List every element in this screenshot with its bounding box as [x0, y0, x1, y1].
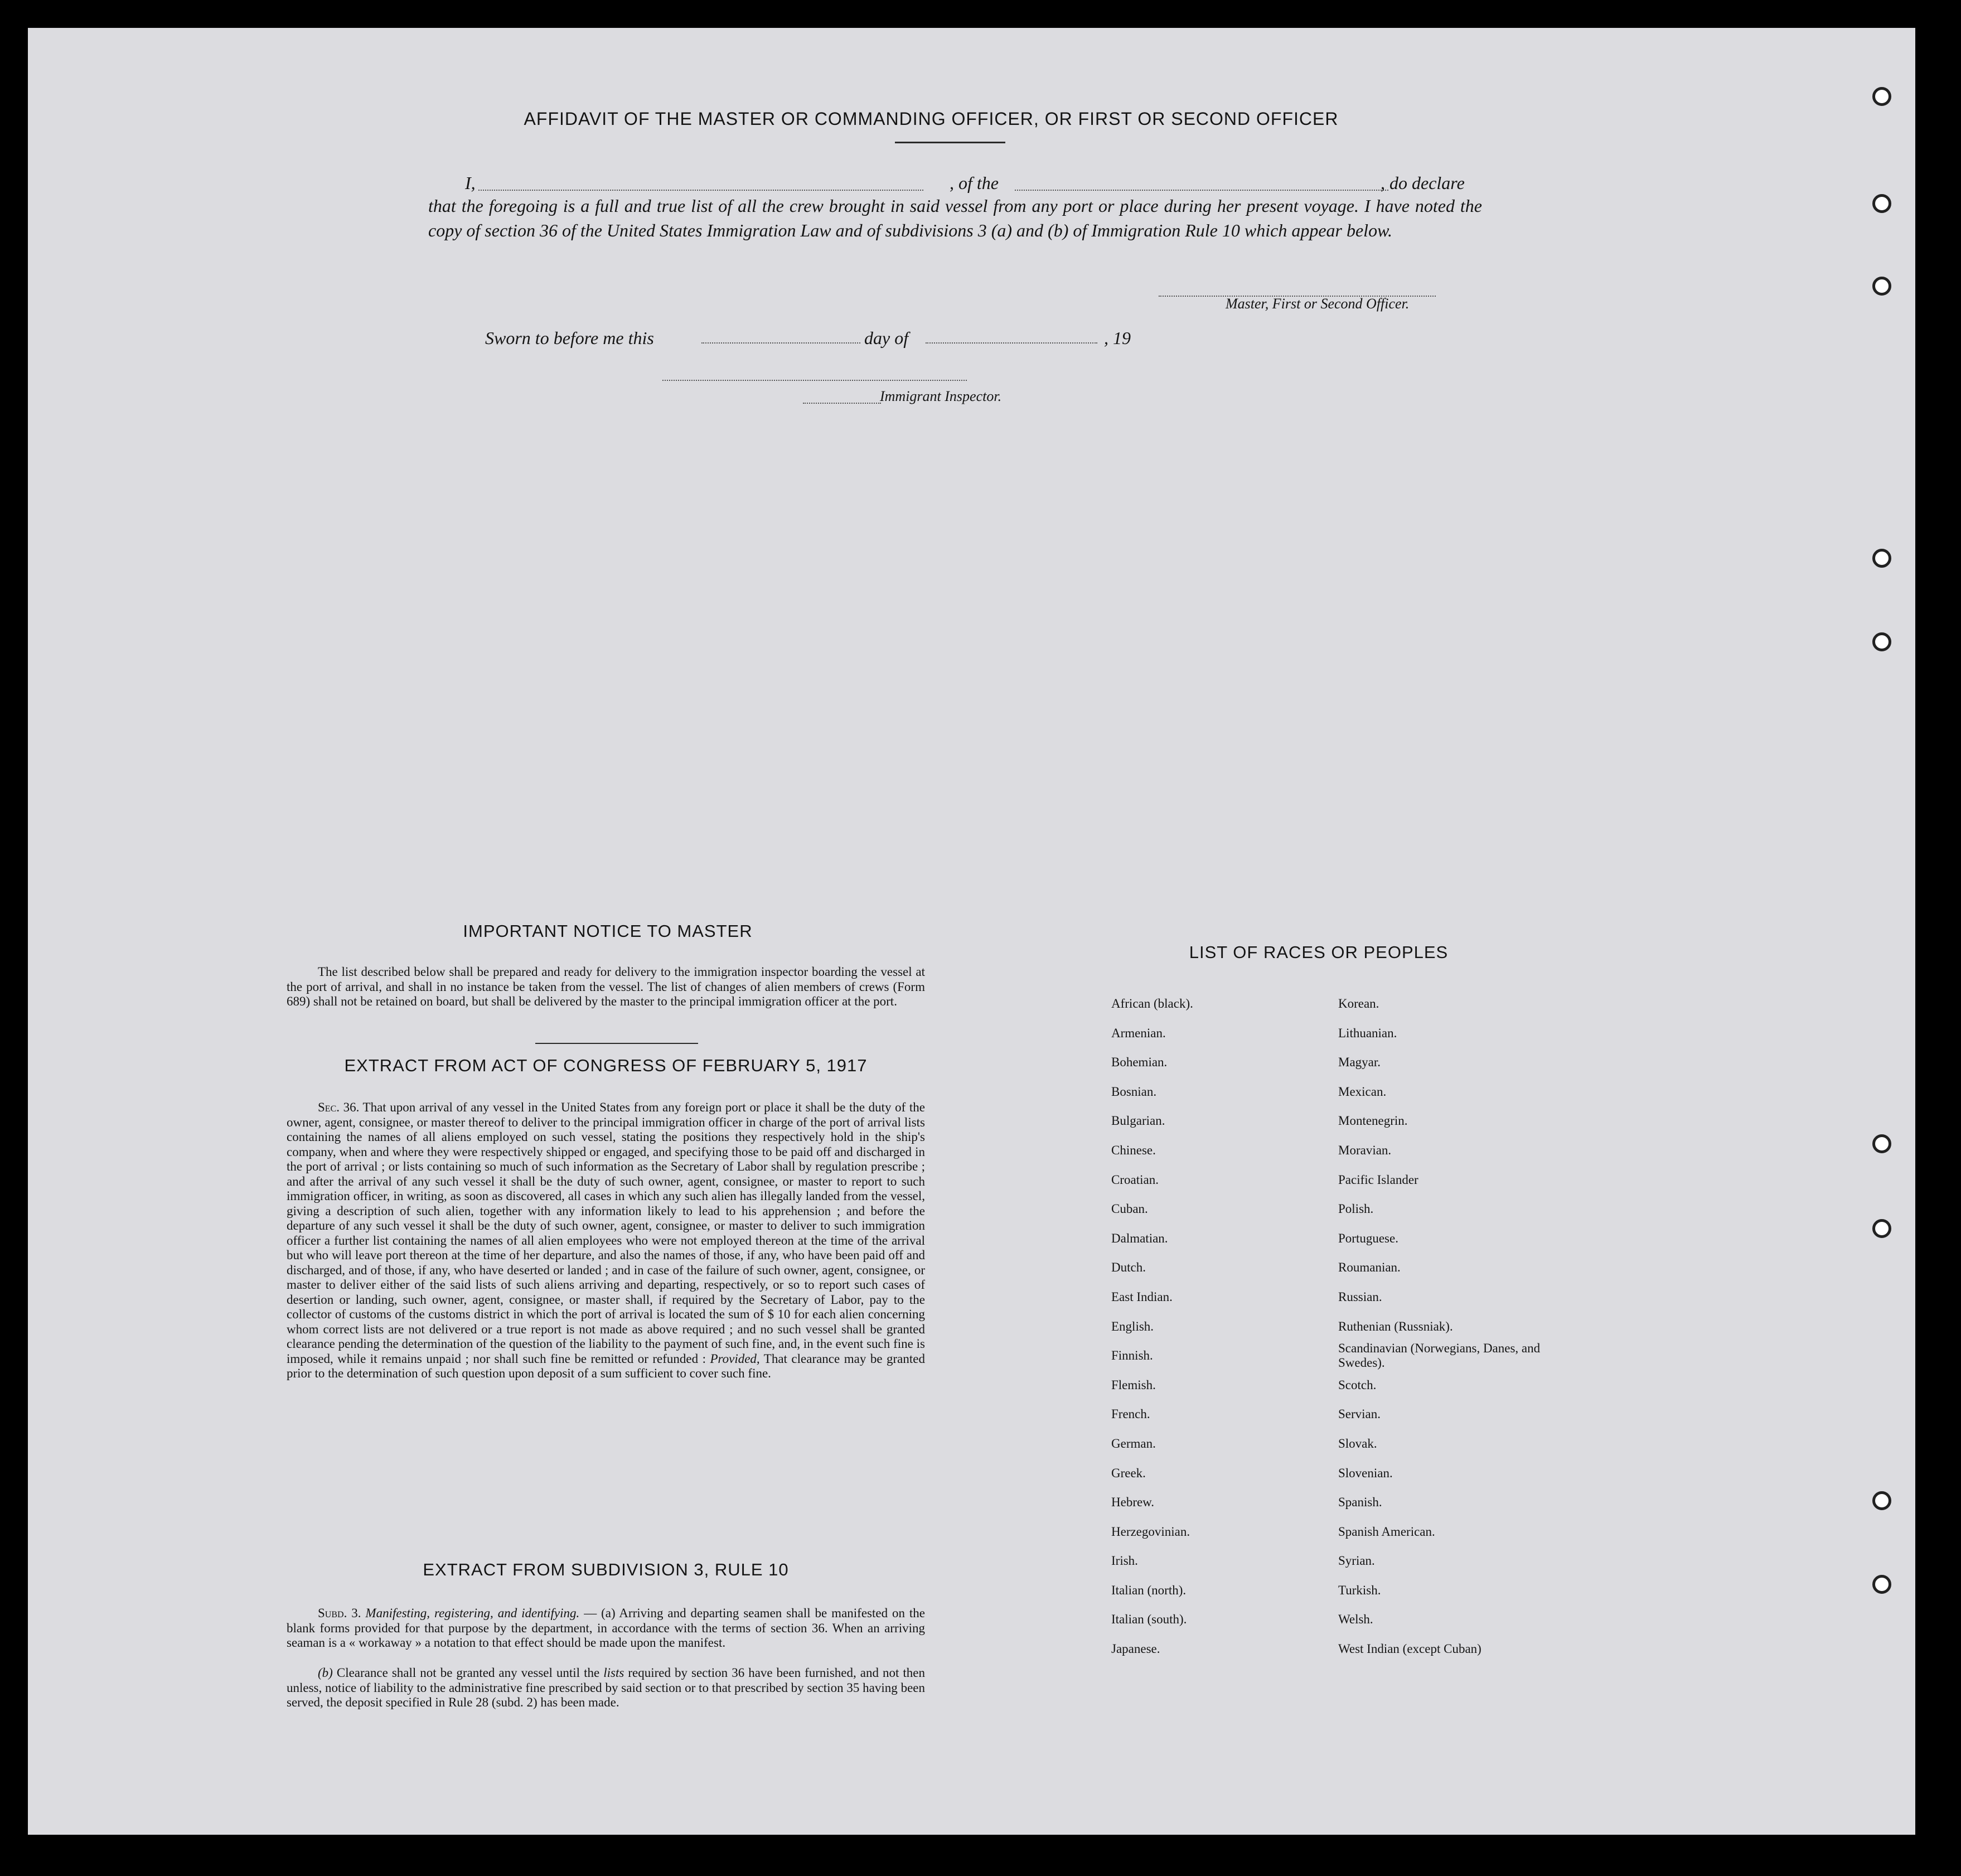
race-item: German. — [1111, 1436, 1156, 1450]
race-item: Greek. — [1111, 1466, 1146, 1480]
inspector-label: Immigrant Inspector. — [880, 388, 1002, 404]
race-item: French. — [1111, 1407, 1150, 1421]
binder-hole — [1872, 194, 1891, 213]
race-item: Slovenian. — [1338, 1466, 1393, 1480]
race-item: Korean. — [1338, 997, 1379, 1010]
binder-hole — [1872, 277, 1891, 296]
rule-title: EXTRACT FROM SUBDIVISION 3, RULE 10 — [423, 1560, 789, 1579]
race-item: Scotch. — [1338, 1377, 1377, 1392]
races-title: LIST OF RACES OR PEOPLES — [1189, 942, 1449, 962]
race-item: Pacific Islander — [1338, 1172, 1418, 1187]
race-item: Montenegrin. — [1338, 1114, 1408, 1128]
race-item: Chinese. — [1111, 1143, 1156, 1157]
race-item: West Indian (except Cuban) — [1338, 1642, 1481, 1656]
subdivision-b-label: (b) — [318, 1666, 333, 1680]
affidavit-do-declare: , do declare — [1381, 173, 1465, 193]
binder-hole — [1872, 1491, 1891, 1510]
year-text: , 19 — [1104, 328, 1131, 348]
subdivision-title: Manifesting, registering, and identifying. — [365, 1606, 580, 1620]
race-item: Moravian. — [1338, 1143, 1392, 1157]
binder-hole — [1872, 1134, 1891, 1153]
binder-hole — [1872, 549, 1891, 568]
race-item: Ruthenian (Russniak). — [1338, 1319, 1453, 1333]
section-text-b: That clearance may be granted prior to the determination of such question upon deposit of a sum sufficient to cover such fine. — [287, 1351, 925, 1380]
notice-title: IMPORTANT NOTICE TO MASTER — [463, 921, 753, 941]
race-item: East Indian. — [1111, 1289, 1173, 1304]
race-item: Polish. — [1338, 1202, 1374, 1216]
race-item: Irish. — [1111, 1554, 1138, 1568]
race-item: English. — [1111, 1319, 1154, 1333]
binder-hole — [1872, 632, 1891, 651]
sworn-month-blank[interactable] — [926, 342, 1097, 344]
race-item: Bosnian. — [1111, 1084, 1157, 1099]
race-item: Herzegovinian. — [1111, 1524, 1190, 1539]
day-of-text: day of — [864, 328, 909, 348]
race-item: Dutch. — [1111, 1260, 1146, 1275]
race-item: Spanish. — [1338, 1495, 1382, 1510]
subdivision-text-b1: Clearance shall not be granted any vessel until the — [336, 1666, 600, 1680]
subdivision-text-b2: required by section 36 have been furnished, and not then unless, notice of liability to the administrative fine prescribed by said section or to that prescribed by section 35 having been served, the deposit specified in Rule 28 (subd. 2) has been made. — [287, 1666, 926, 1709]
race-item: Welsh. — [1338, 1612, 1373, 1627]
race-item: Finnish. — [1111, 1348, 1153, 1363]
provided-word: Provided, — [710, 1351, 760, 1366]
race-item: Turkish. — [1338, 1583, 1381, 1597]
subdivision-text-a: Arriving and departing seamen shall be manifested on the blank forms provided for that purpose by the department, in accordance with the terms of section 36. When an arriving seaman is a « workaway » a notation to that effect should be made upon the manifest. — [287, 1606, 926, 1650]
race-item: Japanese. — [1111, 1642, 1160, 1656]
inspector-signature-blank-upper[interactable] — [662, 380, 967, 381]
race-item: Flemish. — [1111, 1377, 1156, 1392]
race-item: Slovak. — [1338, 1436, 1377, 1450]
affidavit-title: AFFIDAVIT OF THE MASTER OR COMMANDING OFFICER, OR FIRST OR SECOND OFFICER — [524, 109, 1339, 129]
affidavit-of-the: , of the — [950, 173, 999, 193]
races-left-column — [1111, 989, 1193, 1664]
race-item: Italian (south). — [1111, 1612, 1187, 1627]
affidavit-body: that the foregoing is a full and true list of all the crew brought in said vessel from any port or place during her present voyage. I have noted the copy of section 36 of the United States Immigration Law and of subdivisions 3 (a) and (b) of Immigration Rule 10 which appear below. — [428, 196, 1482, 240]
affidavit-i: I, — [465, 173, 476, 193]
name-blank[interactable] — [478, 190, 923, 191]
rule-subdivision-b — [287, 1666, 925, 1710]
race-item: Magyar. — [1338, 1055, 1381, 1070]
race-item: African (black). — [1111, 997, 1193, 1010]
sworn-day-blank[interactable] — [701, 342, 860, 344]
subdivision-label: Subd. 3. — [318, 1606, 361, 1620]
lists-word: lists — [603, 1666, 624, 1680]
race-item: Roumanian. — [1338, 1260, 1401, 1275]
binder-hole — [1872, 1219, 1891, 1238]
race-item: Servian. — [1338, 1407, 1381, 1421]
vessel-blank[interactable] — [1015, 190, 1388, 191]
binder-hole — [1872, 87, 1891, 106]
race-item: Mexican. — [1338, 1084, 1387, 1099]
race-item: Russian. — [1338, 1289, 1382, 1304]
title-underline — [895, 142, 1005, 143]
race-item: Dalmatian. — [1111, 1231, 1168, 1245]
race-item: Lithuanian. — [1338, 1026, 1397, 1040]
affidavit-declaration-line — [428, 171, 1482, 195]
race-item: Scandinavian (Norwegians, Danes, and Swedes). — [1338, 1341, 1541, 1370]
master-signature-label: Master, First or Second Officer. — [1226, 296, 1410, 312]
race-item: Croatian. — [1111, 1172, 1159, 1187]
inspector-signature-blank[interactable] — [803, 403, 881, 404]
race-item: Syrian. — [1338, 1554, 1375, 1568]
subdivision-dash-a: — (a) — [584, 1606, 616, 1620]
act-title: EXTRACT FROM ACT OF CONGRESS OF FEBRUARY 5, 1917 — [344, 1056, 868, 1075]
section-text-a: That upon arrival of any vessel in the United States from any foreign port or place it shall be the duty of the owner, agent, consignee, or master thereof to deliver to the principal immigration officer in charge of the port of arrival lists containing the names of all aliens employed on such vessel, stating the positions they respectively hold in the ship's company, when and where they were respectively shipped or engaged, and specifying those to be paid off and discharged in the port of arrival ; or lists containing so much of such information as the Secretary of Labor shall by regulation prescribe ; and after the arrival of any such vessel it shall be the duty of such owner, agent, consignee, or master to report to such immigration officer, in writing, as soon as discovered, all cases in which any such alien has illegally landed from the vessel, giving a description of such alien, together with any information likely to lead to his apprehension ; and before the departure of any such vessel it shall be the duty of such owner, agent, consignee, or master to deliver to such immigration officer a further list containing the names of all alien employees who were not employed thereon at the time of the arrival but who will leave port thereon at the time of her departure, and also the names of those, if any, who have been paid off and discharged, and of those, if any, who have deserted or landed ; and in case of the failure of such owner, agent, consignee, or master to deliver either of the said lists of such aliens arriving and departing, respectively, or so to report such cases of desertion or landing, such owner, agent, consignee, or master shall, if required by the Secretary of Labor, pay to the collector of customs of the customs district in which the port of arrival is located the sum of $ 10 for each alien concerning whom correct lists are not delivered or a true report is not made as above required ; and no such vessel shall be granted clearance pending the determination of the question of the liability to the payment of such fine, and, in the event such fine is imposed, while it remains unpaid ; nor shall such fine be remitted or refunded : — [287, 1100, 925, 1366]
races-right-column — [1338, 989, 1572, 1664]
binder-hole — [1872, 1575, 1891, 1594]
race-item: Italian (north). — [1111, 1583, 1187, 1597]
notice-text: The list described below shall be prepared and ready for delivery to the immigration inspector boarding the vessel at the port of arrival, and shall in no instance be taken from the vessel. The list of changes of alien members of crews (Form 689) shall not be retained on board, but shall be delivered by the master to the principal immigration officer at the port. — [287, 965, 925, 1008]
act-section-36-text — [287, 1100, 925, 1381]
race-item: Armenian. — [1111, 1026, 1166, 1040]
race-item: Bohemian. — [1111, 1055, 1168, 1070]
sworn-line — [485, 326, 1210, 350]
race-item: Hebrew. — [1111, 1495, 1155, 1510]
section-label: Sec. 36. — [318, 1100, 360, 1114]
section-divider — [535, 1043, 698, 1044]
race-item: Spanish American. — [1338, 1524, 1435, 1539]
rule-subdivision-a — [287, 1606, 925, 1651]
race-item: Portuguese. — [1338, 1231, 1398, 1245]
sworn-text: Sworn to before me this — [485, 328, 654, 348]
race-item: Cuban. — [1111, 1202, 1148, 1216]
race-item: Bulgarian. — [1111, 1114, 1165, 1128]
